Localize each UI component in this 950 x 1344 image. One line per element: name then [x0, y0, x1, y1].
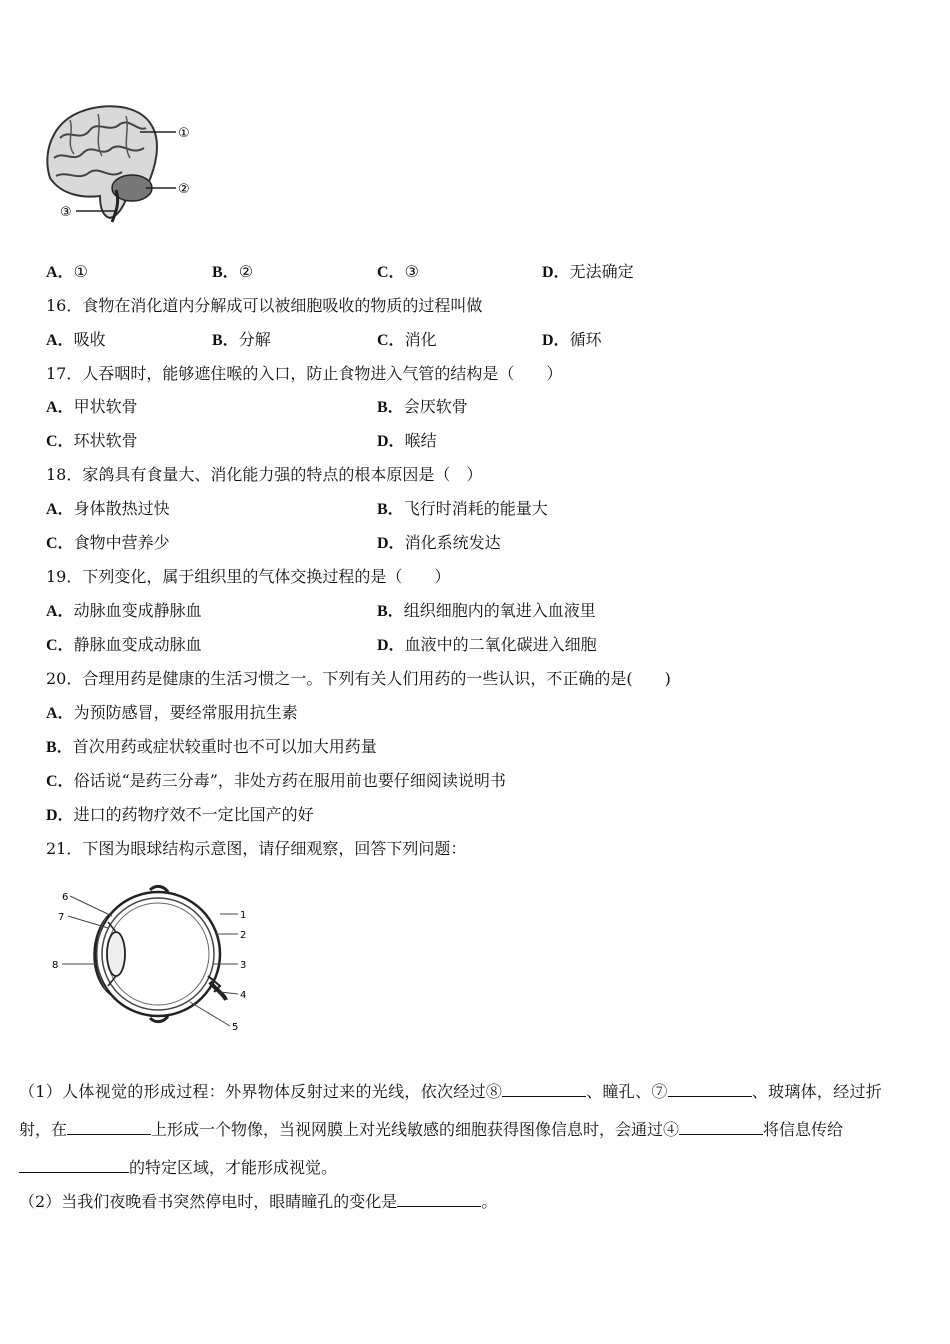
option-c: [377, 330, 437, 351]
option-text: 吸收: [73, 330, 106, 349]
option-text: 组织细胞内的氧进入血液里: [403, 601, 596, 620]
option-c: [46, 431, 138, 452]
eye-label-2: 2: [240, 930, 247, 941]
option-letter: D．: [377, 433, 405, 450]
eye-label-6: 6: [62, 892, 69, 903]
option-letter: B．: [377, 399, 404, 416]
q21-part1-text-c: 、玻璃体，经过折: [751, 1082, 883, 1101]
question-18-stem: 18．家鸽具有食量大、消化能力强的特点的根本原因是（ ）: [46, 465, 483, 484]
brain-label-3: ③: [60, 205, 72, 220]
option-d: [377, 635, 597, 656]
question-20-stem: 20．合理用药是健康的生活习惯之一。下列有关人们用药的一些认识，不正确的是( ): [46, 669, 671, 688]
option-text: 甲状软骨: [73, 397, 138, 416]
q21-part1-text-a: 人体视觉的形成过程：外界物体反射过来的光线，依次经过⑧: [62, 1082, 503, 1101]
brain-label-2: ②: [178, 182, 190, 197]
option-text: 俗话说“是药三分毒”，非处方药在服用前也要仔细阅读说明书: [73, 771, 506, 790]
answer-blank-8[interactable]: [502, 1080, 586, 1097]
option-b: [377, 397, 468, 418]
option-text: 飞行时消耗的能量大: [403, 499, 548, 518]
option-a: [46, 703, 298, 724]
option-text: 会厌软骨: [403, 397, 468, 416]
option-letter: A．: [46, 264, 74, 281]
option-letter: C．: [46, 773, 74, 790]
question-17-stem: 17．人吞咽时，能够遮住喉的入口，防止食物进入气管的结构是（ ）: [46, 364, 563, 383]
q21-part2-text-b: 。: [481, 1192, 498, 1211]
eye-label-8: 8: [52, 960, 59, 971]
option-text: 消化系统发达: [404, 533, 501, 552]
option-a: [46, 397, 138, 418]
brain-figure: [40, 98, 210, 228]
q21-part1-text-e: 上形成一个物像，当视网膜上对光线敏感的细胞获得图像信息时，会通过④: [151, 1120, 680, 1139]
option-letter: B．: [212, 332, 239, 349]
option-text: 循环: [569, 330, 602, 349]
question-19-stem: 19．下列变化，属于组织里的气体交换过程的是（ ）: [46, 567, 451, 586]
eye-figure: [50, 872, 260, 1042]
option-text: 为预防感冒，要经常服用抗生素: [73, 703, 298, 722]
option-d: [542, 330, 602, 351]
q21-part1-number: （1）: [19, 1082, 63, 1101]
q21-part1-line1: [19, 1080, 882, 1102]
option-letter: A．: [46, 705, 74, 722]
question-21-stem: 21．下图为眼球结构示意图，请仔细观察，回答下列问题：: [46, 839, 467, 858]
answer-blank-image-site[interactable]: [67, 1118, 151, 1135]
option-text: ③: [404, 262, 419, 281]
answer-blank-brain-area[interactable]: [19, 1156, 129, 1173]
eye-label-4: 4: [240, 990, 247, 1001]
answer-blank-pupil-change[interactable]: [397, 1190, 481, 1207]
q21-part1-line3: [19, 1156, 337, 1178]
option-text: 血液中的二氧化碳进入细胞: [404, 635, 597, 654]
option-letter: B．: [377, 603, 404, 620]
eye-label-1: 1: [240, 910, 247, 921]
q21-part1-text-d: 射，在: [19, 1120, 68, 1139]
option-text: 消化: [404, 330, 437, 349]
option-text: 喉结: [404, 431, 437, 450]
option-letter: D．: [377, 535, 405, 552]
option-text: 分解: [238, 330, 271, 349]
option-c: [46, 533, 170, 554]
option-letter: A．: [46, 332, 74, 349]
option-text: ①: [73, 262, 88, 281]
q21-part2-number: （2）: [19, 1192, 62, 1211]
eye-label-5: 5: [232, 1022, 239, 1033]
q21-part1-line2: [19, 1118, 843, 1140]
option-c: [46, 771, 506, 792]
brain-label-1: ①: [178, 126, 190, 141]
eye-label-3: 3: [240, 960, 247, 971]
option-b: [46, 737, 377, 758]
option-d: [377, 533, 501, 554]
answer-blank-7[interactable]: [668, 1080, 752, 1097]
option-letter: C．: [46, 535, 74, 552]
option-text: 动脉血变成静脉血: [73, 601, 202, 620]
option-letter: D．: [377, 637, 405, 654]
option-b: [212, 330, 271, 351]
option-c: [46, 635, 202, 656]
option-letter: B．: [377, 501, 404, 518]
option-text: 首次用药或症状较重时也不可以加大用药量: [72, 737, 377, 756]
option-letter: B．: [46, 739, 73, 756]
option-a: [46, 262, 88, 283]
option-d: [542, 262, 634, 283]
option-b: [212, 262, 253, 283]
answer-blank-4[interactable]: [679, 1118, 763, 1135]
option-letter: B．: [212, 264, 239, 281]
option-text: 静脉血变成动脉血: [73, 635, 202, 654]
option-text: 食物中营养少: [73, 533, 170, 552]
option-a: [46, 330, 106, 351]
option-text: ②: [238, 262, 254, 281]
option-letter: C．: [377, 264, 405, 281]
option-b: [377, 499, 548, 520]
option-letter: C．: [46, 433, 74, 450]
question-16-stem: 16．食物在消化道内分解成可以被细胞吸收的物质的过程叫做: [46, 296, 483, 315]
q21-part2-text-a: 当我们夜晚看书突然停电时，眼睛瞳孔的变化是: [61, 1192, 398, 1211]
option-letter: D．: [542, 332, 570, 349]
q21-part2-line: [19, 1190, 497, 1212]
eye-illustration: [94, 886, 226, 1021]
eye-label-7: 7: [58, 912, 65, 923]
option-c: [377, 262, 419, 283]
option-text: 身体散热过快: [73, 499, 170, 518]
option-letter: D．: [46, 807, 74, 824]
q21-part1-text-b: 、瞳孔、⑦: [586, 1082, 668, 1101]
q21-part1-text-g: 的特定区域，才能形成视觉。: [129, 1158, 338, 1177]
option-letter: D．: [542, 264, 570, 281]
option-a: [46, 499, 170, 520]
q21-part1-text-f: 将信息传给: [763, 1120, 844, 1139]
option-letter: C．: [46, 637, 74, 654]
option-d: [46, 805, 314, 826]
option-b: [377, 601, 596, 622]
option-text: 无法确定: [569, 262, 634, 281]
option-letter: C．: [377, 332, 405, 349]
option-d: [377, 431, 437, 452]
option-a: [46, 601, 202, 622]
option-letter: A．: [46, 399, 74, 416]
option-text: 环状软骨: [73, 431, 138, 450]
option-letter: A．: [46, 603, 74, 620]
option-text: 进口的药物疗效不一定比国产的好: [73, 805, 314, 824]
option-letter: A．: [46, 501, 74, 518]
